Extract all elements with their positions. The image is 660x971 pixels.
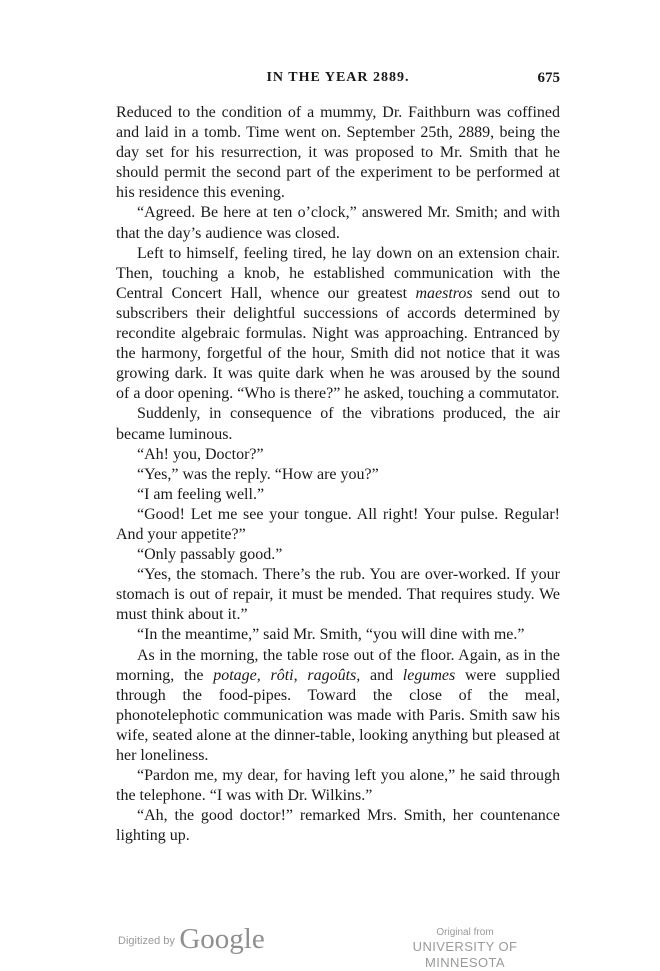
- italic-text: potage, rôti, ragoûts,: [213, 666, 361, 684]
- paragraph: [116, 103, 560, 203]
- running-header: [116, 70, 560, 92]
- source-credit: [380, 927, 550, 971]
- text-segment: were supplied through the food-pipes. Toward the close of the meal, phonotelephotic communication was made with Paris. Smith saw his wife, seated alone at the dinner-table, looking anything but pleased at her loneliness.: [116, 666, 560, 764]
- italic-text: legumes: [402, 666, 456, 684]
- body-text: [116, 103, 560, 846]
- text-segment: “Only passably good.”: [137, 546, 283, 564]
- text-segment: send out to subscribers their delightful successions of accords determined by recondite algebraic formulas. Night was approaching. Entranced by the harmony, forgetful of the hour, Smith did not notice that it was growing dark. It was quite dark when he was aroused by the sound of a door opening. “Who is there?” he asked, touching a commutator.: [116, 284, 560, 403]
- text-segment: “Yes, the stomach. There’s the rub. You are over-worked. If your stomach is out of repair, it must be mended. That requires study. We must think about it.”: [116, 566, 560, 624]
- paragraph: [116, 485, 560, 505]
- text-segment: “In the meantime,” said Mr. Smith, “you will dine with me.”: [137, 626, 525, 644]
- running-title: IN THE YEAR 2889.: [266, 70, 410, 85]
- text-segment: “Ah, the good doctor!” remarked Mrs. Smith, her countenance lighting up.: [116, 807, 560, 845]
- text-segment: “Agreed. Be here at ten o’clock,” answered Mr. Smith; and with that the day’s audience was closed.: [116, 204, 560, 242]
- text-segment: “Good! Let me see your tongue. All right! Your pulse. Regular! And your appetite?”: [116, 505, 560, 543]
- paragraph: [116, 625, 560, 645]
- digitization-credit: [118, 923, 265, 956]
- text-segment: “Yes,” was the reply. “How are you?”: [137, 465, 379, 483]
- text-segment: “Pardon me, my dear, for having left you alone,” he said through the telephone. “I was with Dr. Wilkins.”: [116, 767, 560, 805]
- paragraph: [116, 766, 560, 806]
- paragraph: [116, 244, 560, 405]
- paragraph: [116, 404, 560, 444]
- text-segment: Left to himself, feeling tired, he lay down on an extension chair. Then, touching a knob, he established communication with the Central Concert Hall, whence our greatest: [116, 244, 560, 302]
- text-segment: Reduced to the condition of a mummy, Dr. Faithburn was coffined and laid in a tomb. Time went on. September 25th, 2889, being the day set for his resurrection, it was proposed to Mr. Smith that he should permit the second part of the experiment to be performed at his residence this evening.: [116, 104, 560, 202]
- institution-name: UNIVERSITY OF MINNESOTA: [412, 939, 518, 970]
- text-segment: “Ah! you, Doctor?”: [137, 445, 264, 463]
- paragraph: [116, 445, 560, 465]
- paragraph: [116, 545, 560, 565]
- paragraph: [116, 465, 560, 485]
- text-segment: Suddenly, in consequence of the vibrations produced, the air became luminous.: [116, 405, 560, 443]
- text-segment: “I am feeling well.”: [137, 485, 265, 503]
- page-number: 675: [537, 70, 560, 86]
- italic-text: maestros: [415, 284, 473, 302]
- paragraph: [116, 565, 560, 625]
- original-from-label: Original from: [436, 927, 494, 938]
- google-logo: Google: [179, 923, 265, 955]
- text-segment: and: [360, 666, 403, 684]
- text-segment: As in the morning, the table rose out of the floor. Again, as in the morning, the: [116, 646, 560, 684]
- paragraph: [116, 806, 560, 846]
- paragraph: [116, 203, 560, 243]
- paragraph: [116, 646, 560, 767]
- paragraph: [116, 505, 560, 545]
- digitized-by-label: Digitized by: [118, 935, 175, 947]
